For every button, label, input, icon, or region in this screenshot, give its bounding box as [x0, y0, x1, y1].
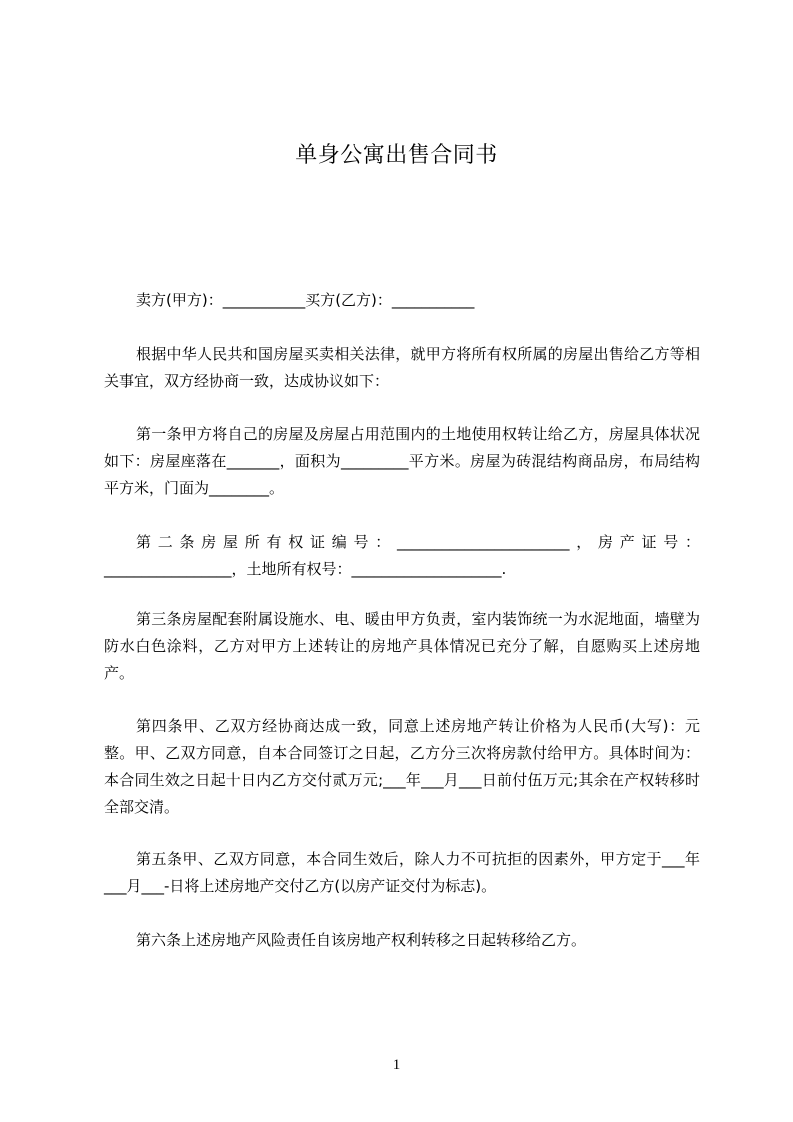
- article-2-text: 第二条房屋所有权证编号：_______________________，房产证号：_________________，土地所有权号：____________________.: [104, 533, 700, 578]
- document-title: 单身公寓出售合同书: [295, 143, 498, 168]
- article-2-paragraph: [104, 529, 700, 583]
- article-3-paragraph: [104, 606, 700, 687]
- article-6-paragraph: [104, 927, 700, 954]
- article-6-text: 第六条上述房地产风险责任自该房地产权利转移之日起转移给乙方。: [136, 931, 587, 949]
- parties-text: 卖方(甲方)：___________买方(乙方)：___________: [136, 291, 475, 309]
- article-1-text: 第一条甲方将自己的房屋及房屋占用范围内的土地使用权转让给乙方，房屋具体状况如下：房屋座落在_______，面积为_________平方米。房屋为砖混结构商品房，布局结构平方米，门面为________。: [104, 425, 700, 497]
- article-3-text: 第三条房屋配套附属设施水、电、暖由甲方负责，室内装饰统一为水泥地面，墙壁为防水白色涂料，乙方对甲方上述转让的房地产具体情况已充分了解，自愿购买上述房地产。: [104, 610, 700, 682]
- article-5-text: 第五条甲、乙双方同意，本合同生效后，除人力不可抗拒的因素外，甲方定于___年___月___-日将上述房地产交付乙方(以房产证交付为标志)。: [104, 850, 700, 895]
- preamble-text: 根据中华人民共和国房屋买卖相关法律，就甲方将所有权所属的房屋出售给乙方等相关事宜，双方经协商一致，达成协议如下：: [104, 345, 700, 390]
- parties-line: [104, 287, 700, 314]
- article-5-paragraph: [104, 846, 700, 900]
- preamble-paragraph: [104, 341, 700, 395]
- article-4-paragraph: [104, 713, 700, 821]
- article-4-text: 第四条甲、乙双方经协商达成一致，同意上述房地产转让价格为人民币(大写)：元整。甲、乙双方同意，自本合同签订之日起，乙方分三次将房款付给甲方。具体时间为：本合同生效之日起十日内乙方交付贰万元;___年___月___日前付伍万元;其余在产权转移时全部交清。: [104, 717, 700, 816]
- article-1-paragraph: [104, 421, 700, 502]
- page-number: 1: [392, 1057, 401, 1073]
